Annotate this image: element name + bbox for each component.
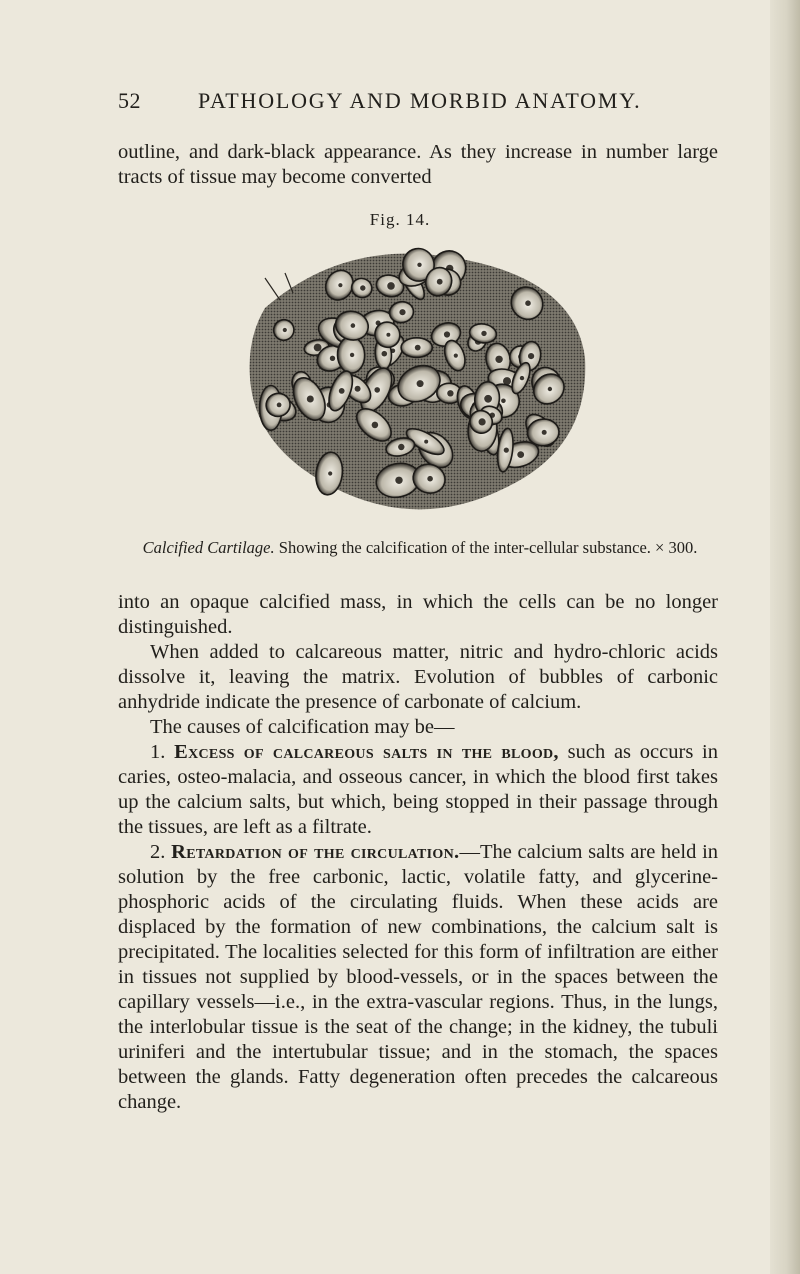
cell-nucleus	[398, 444, 404, 450]
cell-nucleus	[479, 418, 486, 425]
cell-nucleus	[338, 283, 342, 287]
page-number: 52	[118, 88, 141, 113]
cell-nucleus	[314, 344, 322, 352]
calcified-cartilage-illustration	[225, 238, 600, 528]
cell-nucleus	[525, 300, 531, 306]
cell-nucleus	[351, 323, 356, 328]
cell-nucleus	[387, 282, 395, 290]
running-title: PATHOLOGY AND MORBID ANATOMY.	[198, 88, 642, 113]
paragraph-3: The causes of calcification may be—	[150, 716, 455, 738]
cell-nucleus	[355, 386, 361, 392]
page-header	[118, 88, 718, 114]
cell-nucleus	[307, 396, 314, 403]
cell-nucleus	[339, 388, 345, 394]
cell-nucleus	[350, 353, 354, 357]
cell-nucleus	[548, 387, 552, 391]
item-1-number: 1.	[150, 741, 166, 763]
figure-caption	[140, 538, 700, 557]
cell-nucleus	[481, 331, 486, 336]
cell-nucleus	[277, 403, 282, 408]
cell-nucleus	[454, 354, 458, 358]
item-2-heading: Retardation of the circulation.	[171, 841, 460, 863]
list-item-2	[118, 840, 718, 1115]
cell-nucleus	[395, 477, 402, 484]
cell-nucleus	[328, 471, 332, 475]
item-2-number: 2.	[150, 841, 166, 863]
caption-text: Showing the calcification of the inter-cellular substance. × 300.	[278, 538, 698, 557]
cell-nucleus	[330, 356, 335, 361]
cell-nucleus	[484, 395, 492, 403]
cell-nucleus	[437, 279, 443, 285]
item-2-text: —The calcium salts are held in solution by the free carbonic, lactic, volatile fatty, and glycerine-phosphoric acids of the circulating fluids. When these acids are displaced by the formation of new combinations, the calcium salt is precipitated. The localities selected for this form of infiltration are either in tissues not supplied by blood-vessels, or in the spaces between the capillary vessels—i.e., in the extra-vascular regions. Thus, in the lungs, the interlobular tissue is the seat of the change; in the kidney, the tubuli uriniferi and the intertubular tissue; and in the stomach, the spaces between the glands. Fatty degeneration often precedes the calcareous change.	[118, 841, 719, 1113]
intro-paragraph: outline, and dark-black appearance. As they increase in number large tracts of tissue may become converted	[118, 141, 718, 188]
item-1-text: such as occurs in caries, osteo-malacia, and osseous cancer, in which the blood first takes up the calcium salts, but which, being stopped in their passage through the tissues, are left as a filtrate.	[118, 741, 719, 838]
cell-nucleus	[447, 390, 453, 396]
list-item-1	[118, 740, 718, 840]
cell-nucleus	[444, 331, 450, 337]
cell-nucleus	[495, 356, 502, 363]
cell-nucleus	[504, 448, 509, 453]
cell-nucleus	[427, 476, 433, 482]
cell-nucleus	[528, 353, 534, 359]
cell-nucleus	[542, 430, 547, 435]
figure-label: Fig. 14.	[369, 210, 431, 229]
body-text	[118, 590, 718, 1115]
cell-nucleus	[517, 451, 524, 458]
cell-nucleus	[417, 263, 421, 267]
item-1-heading: Excess of calcareous salts in the blood,	[174, 741, 559, 763]
cell-nucleus	[501, 399, 506, 404]
cell-nucleus	[382, 351, 388, 357]
paragraph-2: When added to calcareous matter, nitric and hydro-chloric acids dissolve it, leaving the matrix. Evolution of bubbles of carbonic anhydride indicate the presence of carbonate of calcium.	[118, 641, 718, 713]
cell-nucleus	[372, 422, 379, 429]
cell-nucleus	[374, 387, 380, 393]
cell-nucleus	[399, 309, 405, 315]
cell-nucleus	[520, 376, 524, 380]
cell-nucleus	[283, 328, 287, 332]
paragraph-1: into an opaque calcified mass, in which the cells can be no longer distinguished.	[118, 591, 718, 638]
page-edge	[770, 0, 800, 1274]
cell-nucleus	[415, 345, 421, 351]
cell-nucleus	[386, 333, 390, 337]
caption-title: Calcified Cartilage.	[142, 538, 275, 557]
cell-nucleus	[360, 285, 365, 290]
cell-nucleus	[424, 440, 428, 444]
cell-nucleus	[417, 380, 424, 387]
